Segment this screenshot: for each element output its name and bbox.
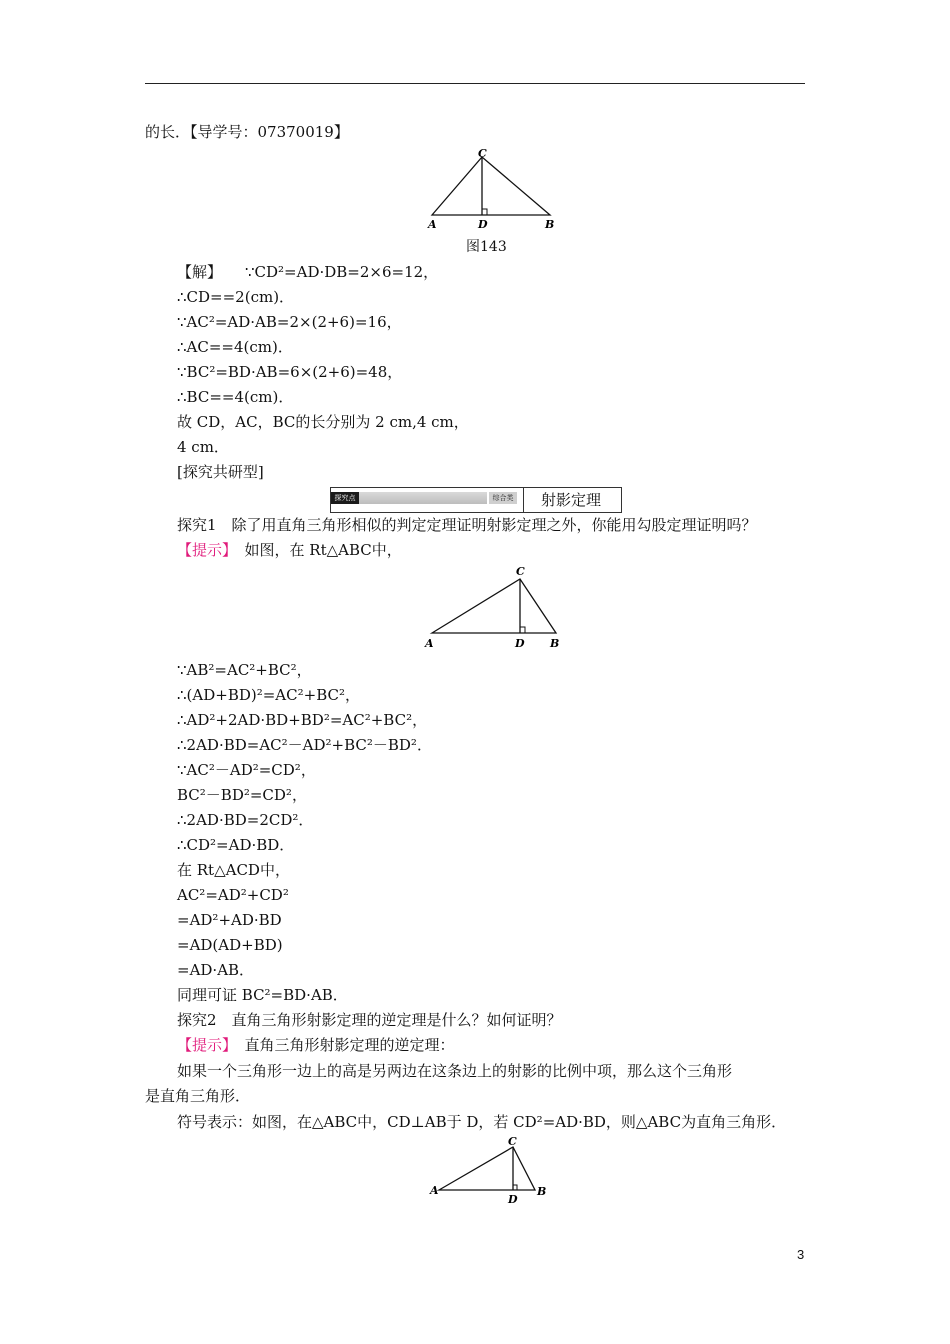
solution-tag: 【解】	[177, 263, 223, 281]
explore2-para1: 如果一个三角形一边上的高是另两边在这条边上的射影的比例中项，那么这个三角形	[177, 1062, 733, 1080]
proof-line-12: =AD(AD+BD)	[177, 936, 283, 954]
explore2-hint-text: 直角三角形射影定理的逆定理：	[229, 1036, 455, 1054]
solution-line-1: ∵CD²=AD·DB=2×6=12，	[245, 263, 439, 281]
fig2-label-a: A	[425, 637, 434, 650]
fig1-label-b: B	[545, 218, 555, 231]
explore-point-label: 探究点	[331, 492, 359, 504]
solution-line-6: ∴BC==4(cm)．	[177, 388, 294, 406]
figure-143	[420, 145, 570, 235]
figure-right-triangle-2	[420, 563, 570, 653]
explore1-hint-text: 如图，在 Rt△ABC中，	[229, 541, 402, 559]
proof-line-4: ∴2AD·BD=AC²－AD²+BC²－BD²．	[177, 736, 432, 754]
page-number: 3	[797, 1247, 805, 1262]
explore-point-box	[330, 487, 622, 513]
fig1-label-a: A	[428, 218, 437, 231]
explore2-hint-tag: 【提示】	[177, 1036, 230, 1054]
explore2-question: 探究2 直角三角形射影定理的逆定理是什么？如何证明？	[177, 1011, 562, 1029]
proof-line-8: ∴CD²=AD·BD．	[177, 836, 295, 854]
explore2-hint	[177, 1035, 455, 1055]
fig1-label-d: D	[478, 218, 488, 231]
proof-line-1: ∵AB²=AC²+BC²，	[177, 661, 312, 679]
solution-line-2: ∴CD==2(cm)．	[177, 288, 295, 306]
fig2-label-c: C	[516, 565, 525, 578]
solution-line-3: ∵AC²=AD·AB=2×(2+6)=16，	[177, 313, 402, 331]
proof-line-13: =AD·AB．	[177, 961, 255, 979]
solution-line-5: ∵BC²=BD·AB=6×(2+6)=48，	[177, 363, 403, 381]
proof-line-5: ∵AC²－AD²=CD²，	[177, 761, 316, 779]
fig2-label-b: B	[550, 637, 560, 650]
fig3-label-c: C	[508, 1135, 517, 1148]
fig3-label-b: B	[537, 1185, 547, 1198]
proof-line-10: AC²=AD²+CD²	[177, 886, 289, 904]
explore1-question: 探究1 除了用直角三角形相似的判定定理证明射影定理之外，你能用勾股定理证明吗？	[177, 516, 757, 534]
figure-triangle-3	[425, 1133, 555, 1208]
explore-category: 综合类	[489, 492, 517, 504]
fig1-label-c: C	[478, 147, 487, 160]
explore1-hint	[177, 540, 402, 560]
explore2-para1b: 是直角三角形．	[145, 1087, 251, 1105]
fig3-label-a: A	[430, 1184, 439, 1197]
section-label: [探究共研型]	[177, 463, 264, 481]
proof-line-14: 同理可证 BC²=BD·AB．	[177, 986, 348, 1004]
solution-line-8: 4 cm．	[177, 438, 229, 456]
explore-bar	[359, 492, 487, 504]
explore1-hint-tag: 【提示】	[177, 541, 230, 559]
proof-line-7: ∴2AD·BD=2CD²．	[177, 811, 314, 829]
figure-caption: 图143	[466, 239, 507, 255]
proof-line-2: ∴(AD+BD)²=AC²+BC²，	[177, 686, 360, 704]
proof-line-6: BC²－BD²=CD²，	[177, 786, 307, 804]
explore2-para2: 符号表示：如图，在△ABC中，CD⊥AB于 D，若 CD²=AD·BD，则△ABC为直角三角形．	[177, 1113, 787, 1131]
explore-title: 射影定理	[523, 488, 618, 512]
fig3-label-d: D	[508, 1193, 518, 1206]
proof-line-11: =AD²+AD·BD	[177, 911, 282, 929]
header-rule	[145, 83, 805, 84]
header-line: 的长．【导学号：07370019】	[145, 123, 349, 141]
proof-line-9: 在 Rt△ACD中，	[177, 861, 290, 879]
solution-line-7: 故 CD，AC，BC的长分别为 2 cm,4 cm，	[177, 413, 469, 431]
fig2-label-d: D	[515, 637, 525, 650]
proof-line-3: ∴AD²+2AD·BD+BD²=AC²+BC²，	[177, 711, 428, 729]
solution-line-4: ∴AC==4(cm)．	[177, 338, 293, 356]
